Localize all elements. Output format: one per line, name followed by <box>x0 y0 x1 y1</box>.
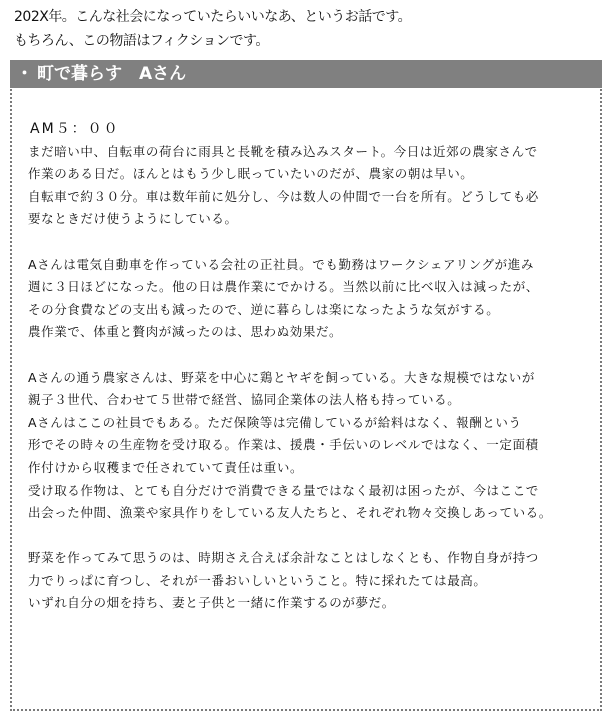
story-line: 野菜を作ってみて思うのは、時期さえ合えば余計なことはしなくとも、作物自身が持つ <box>28 550 539 566</box>
section-header <box>10 60 602 88</box>
story-line: いずれ自分の畑を持ち、妻と子供と一緒に作業するのが夢だ。 <box>28 595 395 611</box>
intro-line: もちろん、この物語はフィクションです。 <box>14 33 269 49</box>
story-time: AM５：００ <box>30 121 120 137</box>
story-line: Aさんはここの社員でもある。ただ保険等は完備しているが給料はなく、報酬という <box>28 414 522 430</box>
story-line: その分食費などの支出も減ったので、逆に暮らしは楽になったような気がする。 <box>28 301 500 317</box>
story-line: Aさんは電気自動車を作っている会社の正社員。でも勤務はワークシェアリングが進み <box>28 256 534 272</box>
story-line: まだ暗い中、自転車の荷台に雨具と長靴を積み込みスタート。今日は近郊の農家さんで <box>28 143 538 159</box>
section-title: 町で暮らす Aさん <box>37 64 187 84</box>
paragraph-gap <box>28 344 600 367</box>
story-line: 要なときだけ使うようにしている。 <box>28 211 238 227</box>
story-content <box>28 118 600 615</box>
story-line: 出会った仲間、漁業や家具作りをしている友人たちと、それぞれ物々交換しあっている。 <box>28 505 552 521</box>
story-line: 作業のある日だ。ほんとはもう少し眠っていたいのだが、農家の朝は早い。 <box>28 166 474 182</box>
story-line: 自転車で約３０分。車は数年前に処分し、今は数人の仲間で一台を所有。どうしても必 <box>28 188 539 204</box>
paragraph-gap <box>28 231 600 254</box>
intro-text <box>14 5 604 53</box>
story-line: Aさんの通う農家さんは、野菜を中心に鶏とヤギを飼っている。大きな規模ではないが <box>28 369 535 385</box>
story-line: 農作業で、体重と贅肉が減ったのは、思わぬ効果だ。 <box>28 324 343 340</box>
story-line: 作付けから収穫まで任されていて責任は重い。 <box>28 459 304 475</box>
paragraph-gap <box>28 525 600 548</box>
story-line: 力でりっぱに育つし、それが一番おいしいということ。特に採れたては最高。 <box>28 572 487 588</box>
bullet-icon: ・ <box>16 64 33 84</box>
story-line: 形でその時々の生産物を受け取る。作業は、援農・手伝いのレベルではなく、一定面積 <box>28 437 539 453</box>
story-line: 親子３世代、合わせて５世帯で経営、協同企業体の法人格も持っている。 <box>28 392 461 408</box>
intro-line: 202X年。こんな社会になっていたらいいなあ、というお話です。 <box>14 9 412 25</box>
story-line: 週に３日ほどになった。他の日は農作業にでかける。当然以前に比べ収入は減ったが、 <box>28 279 539 295</box>
story-line: 受け取る作物は、とても自分だけで消費できる量ではなく最初は困ったが、今はここで <box>28 482 539 498</box>
